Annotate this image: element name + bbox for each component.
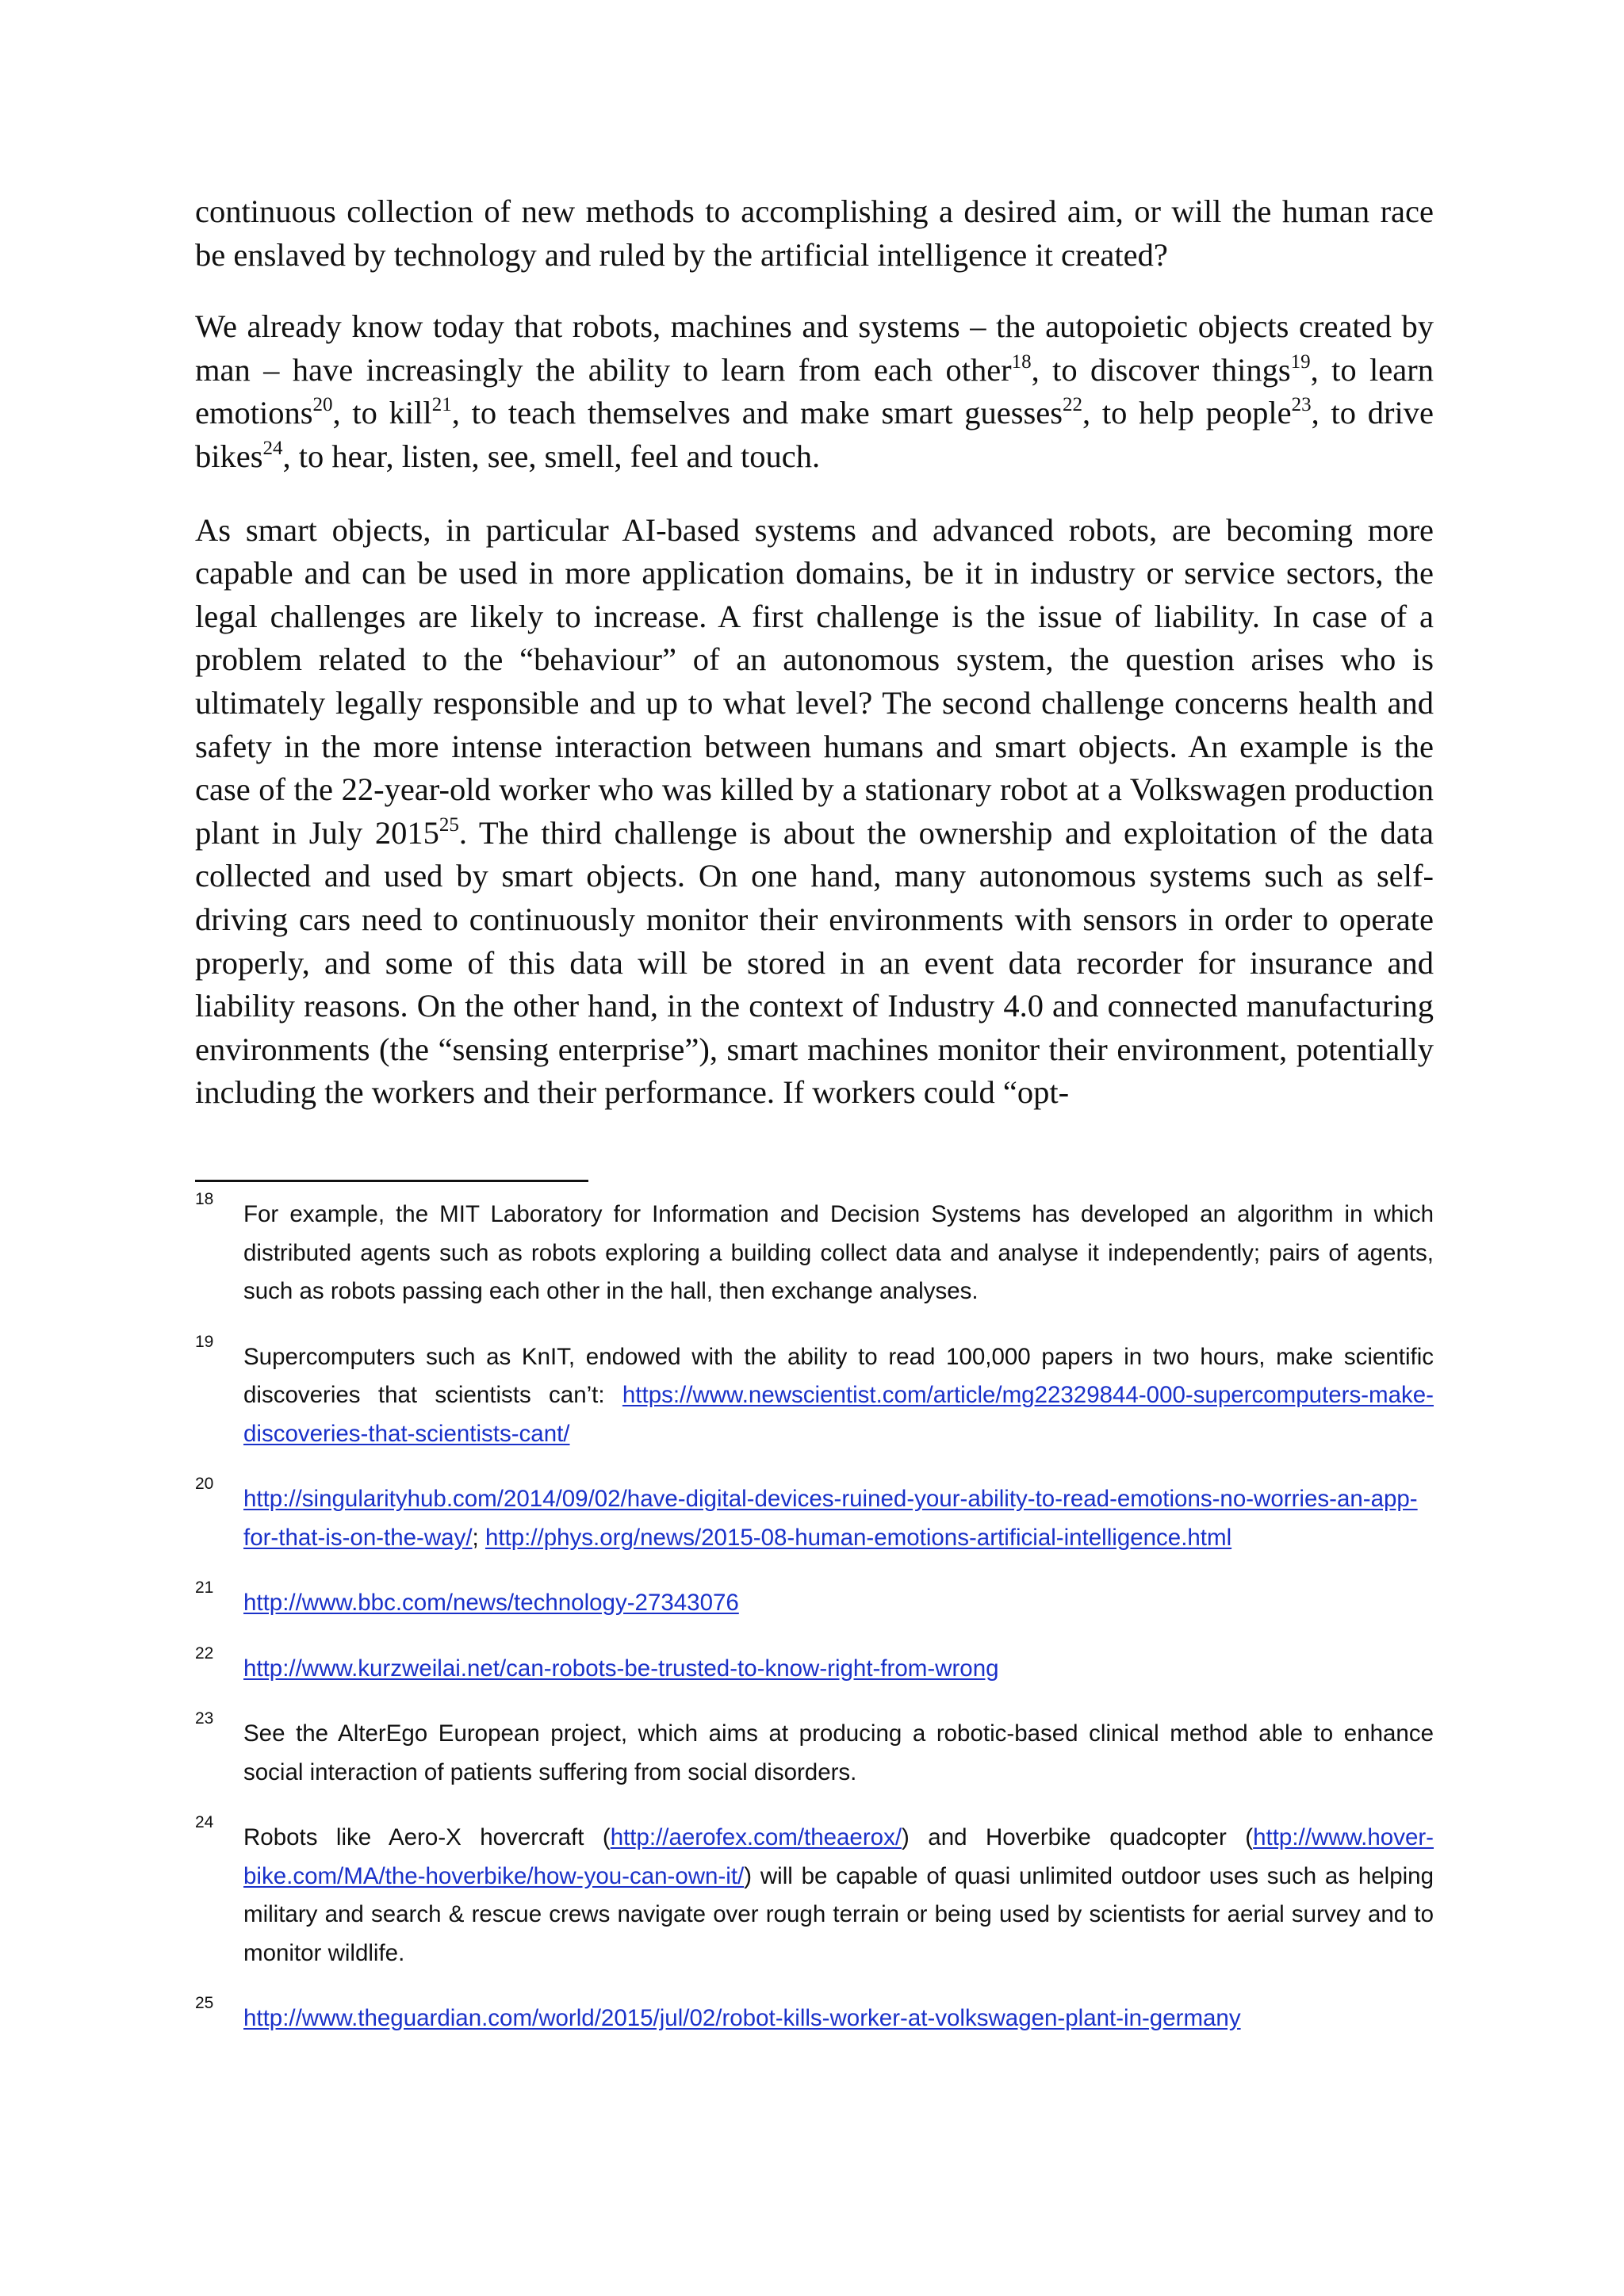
footnote-link[interactable]: http://www.kurzweilai.net/can-robots-be-trusted-to-know-right-from-wrong: [243, 1655, 999, 1682]
paragraph-3: [195, 509, 1434, 1115]
paragraph-1-text: continuous collection of new methods to accomplishing a desired aim, or will the human race be enslaved by technology and ruled by the artificial intelligence it created?: [195, 193, 1434, 273]
paragraph-3-text: As smart objects, in particular AI-based systems and advanced robots, are becoming more capable and can be used in more application domains, be it in industry or service sectors, the legal challenges are likely to increase. A first challenge is the issue of liability. In case of a problem related to the “behaviour” of an autonomous system, the question arises who is ultimately legally responsible and up to what level? The second challenge concerns health and safety in the more intense interaction between humans and smart objects. An example is the case of the 22-year-old worker who was killed by a stationary robot at a Volkswagen production plant in July 2015: [195, 511, 1434, 851]
footnote-separator-text: ;: [472, 1524, 485, 1551]
footnote-number: 21: [195, 1578, 214, 1597]
footnote-25: [195, 1994, 1434, 2038]
paragraph-2-text: , to hear, listen, see, smell, feel and touch.: [282, 438, 821, 474]
paragraph-2-text: , to help people: [1082, 395, 1292, 431]
paragraph-2-text: We already know today that robots, machines and systems – the autopoietic objects created by man – have increasingly the ability to learn from each other: [195, 308, 1434, 388]
footnote-23: [195, 1709, 1434, 1792]
footnotes: [195, 1190, 1434, 2038]
footnote-link[interactable]: http://aerofex.com/theaerox/: [610, 1824, 902, 1850]
footnote-number: 23: [195, 1709, 214, 1728]
paragraph-2: [195, 305, 1434, 478]
footnote-22: [195, 1644, 1434, 1689]
footnote-number: 25: [195, 1994, 214, 2012]
footnote-ref-22[interactable]: 22: [1063, 394, 1082, 416]
footnote-24: [195, 1813, 1434, 1973]
footnote-number: 20: [195, 1475, 214, 1493]
footnote-link[interactable]: http://singularityhub.com/2014/09/02/have-digital-devices-ruined-your-ability-to-read-emotions-no-worries-an-app-for-that-is-on-the-way/: [243, 1486, 1418, 1551]
footnote-21: [195, 1578, 1434, 1623]
footnote-link[interactable]: http://www.theguardian.com/world/2015/jul/02/robot-kills-worker-at-volkswagen-plant-in-germany: [243, 2005, 1241, 2031]
paragraph-1: [195, 190, 1434, 277]
footnote-text: Supercomputers such as KnIT, endowed with the ability to read 100,000 papers in two hours, make scientific discoveries that scientists can’t:: [243, 1343, 1434, 1408]
footnote-link[interactable]: http://www.hover-bike.com/MA/the-hoverbike/how-you-can-own-it/: [243, 1824, 1434, 1889]
paragraph-3-text: . The third challenge is about the ownership and exploitation of the data collected and used by smart objects. On one hand, many autonomous systems such as self-driving cars need to continuously monitor their environments with sensors in order to operate properly, and some of this data will be stored in an event data recorder for insurance and liability reasons. On the other hand, in the context of Industry 4.0 and connected manufacturing environments (the “sensing enterprise”), smart machines monitor their environment, potentially including the workers and their performance. If workers could “opt-: [195, 814, 1434, 1111]
footnote-number: 24: [195, 1813, 214, 1831]
footnote-20: [195, 1475, 1434, 1557]
paragraph-2-text: , to learn emotions: [195, 351, 1434, 431]
paragraph-2-text: , to drive bikes: [195, 395, 1434, 474]
footnote-ref-20[interactable]: 20: [312, 394, 333, 416]
footnote-text: ) and Hoverbike quadcopter (: [902, 1824, 1254, 1850]
footnote-ref-25[interactable]: 25: [439, 813, 459, 836]
footnote-link[interactable]: http://phys.org/news/2015-08-human-emotions-artificial-intelligence.html: [485, 1524, 1232, 1551]
footnote-ref-24[interactable]: 24: [262, 437, 283, 459]
footnote-19: [195, 1332, 1434, 1454]
footnote-text: For example, the MIT Laboratory for Information and Decision Systems has developed an algorithm in which distributed agents such as robots exploring a building collect data and analyse it independently; pairs of agents, such as robots passing each other in the hall, then exchange analyses.: [243, 1201, 1434, 1304]
body-text: [195, 190, 1434, 1145]
footnote-link[interactable]: https://www.newscientist.com/article/mg22329844-000-supercomputers-make-discoveries-that-scientists-cant/: [243, 1382, 1434, 1447]
footnote-separator: [195, 1180, 588, 1182]
footnote-link[interactable]: http://www.bbc.com/news/technology-27343076: [243, 1590, 739, 1616]
footnote-ref-21[interactable]: 21: [431, 394, 452, 416]
footnote-ref-19[interactable]: 19: [1290, 350, 1311, 373]
footnote-ref-18[interactable]: 18: [1011, 350, 1032, 373]
footnote-ref-23[interactable]: 23: [1291, 394, 1312, 416]
paragraph-2-text: , to kill: [332, 395, 432, 431]
footnote-18: [195, 1190, 1434, 1311]
paragraph-2-text: , to discover things: [1031, 351, 1291, 388]
footnote-number: 22: [195, 1644, 214, 1663]
footnote-text: Robots like Aero-X hovercraft (: [243, 1824, 611, 1850]
footnote-text: ) will be capable of quasi unlimited outdoor uses such as helping military and search & rescue crews navigate over rough terrain or being used by scientists for aerial survey and to monitor wildlife.: [243, 1862, 1434, 1966]
paragraph-2-text: , to teach themselves and make smart guesses: [451, 395, 1063, 431]
footnote-number: 19: [195, 1332, 214, 1351]
footnote-text: See the AlterEgo European project, which aims at producing a robotic-based clinical method able to enhance social interaction of patients suffering from social disorders.: [243, 1720, 1434, 1785]
footnote-number: 18: [195, 1190, 214, 1208]
